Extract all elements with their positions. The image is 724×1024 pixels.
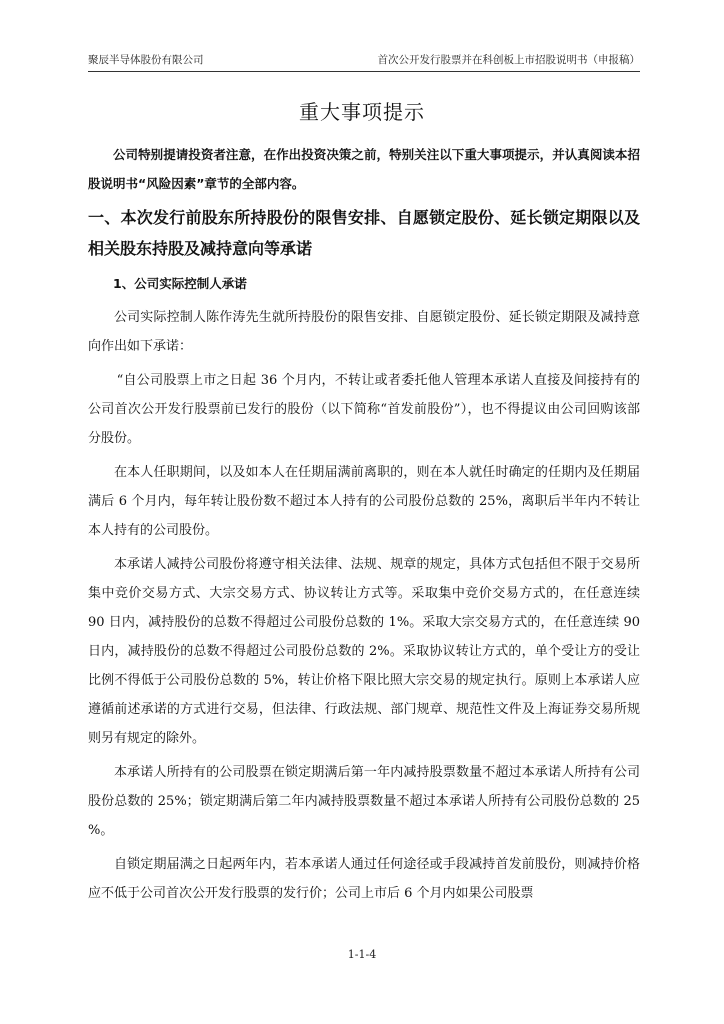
subsection-heading: 1、公司实际控制人承诺 xyxy=(113,276,247,291)
page-number: 1-1-4 xyxy=(347,948,377,961)
header-rule xyxy=(88,71,640,72)
paragraph: 在本人任职期间，以及如本人在任期届满前离职的，则在本人就任时确定的任期内及任期届满后 6 个月内，每年转让股份数不超过本人持有的公司股份总数的 25%，离职后半年内不转让本人持有的公司股份。 xyxy=(88,465,640,538)
paragraph: 本承诺人减持公司股份将遵守相关法律、法规、规章的规定，具体方式包括但不限于交易所集中竞价交易方式、大宗交易方式、协议转让方式等。采取集中竞价交易方式的，在任意连续 90 日内，减持股份的总数不得超过公司股份总数的 1%。采取大宗交易方式的，在任意连续 90 日内，减持股份的总数不得超过公司股份总数的 2%。采取协议转让方式的，单个受让方的受让比例不得低于公司股份总数的 5%，转让价格下限比照大宗交易的规定执行。原则上本承诺人应遵循前述承诺的方式进行交易，但法律、行政法规、部门规章、规范性文件及上海证券交易所规则另有规定的除外。 xyxy=(88,557,640,746)
paragraph: 本承诺人所持有的公司股票在锁定期满后第一年内减持股票数量不超过本承诺人所持有公司股份总数的 25%；锁定期满后第二年内减持股票数量不超过本承诺人所持有公司股份总数的 25 %。 xyxy=(88,765,640,838)
section-heading: 一、本次发行前股东所持股份的限售安排、自愿锁定股份、延长锁定期限以及相关股东持股及减持意向等承诺 xyxy=(88,208,640,258)
paragraph: 自锁定期届满之日起两年内，若本承诺人通过任何途径或手段减持首发前股份，则减持价格应不低于公司首次公开发行股票的发行价；公司上市后 6 个月内如果公司股票 xyxy=(88,857,640,901)
header-doc-title: 首次公开发行股票并在科创板上市招股说明书（申报稿） xyxy=(377,54,640,66)
header-company: 聚辰半导体股份有限公司 xyxy=(88,54,204,66)
paragraph: 公司实际控制人陈作涛先生就所持股份的限售安排、自愿锁定股份、延长锁定期限及减持意向作出如下承诺： xyxy=(88,310,640,354)
intro-paragraph: 公司特别提请投资者注意，在作出投资决策之前，特别关注以下重大事项提示，并认真阅读本招股说明书“风险因素”章节的全部内容。 xyxy=(88,147,640,191)
paragraph: “自公司股票上市之日起 36 个月内，不转让或者委托他人管理本承诺人直接及间接持有的公司首次公开发行股票前已发行的股份（以下简称“首发前股份”），也不得提议由公司回购该部分股份。 xyxy=(88,373,640,446)
page-title: 重大事项提示 xyxy=(299,100,425,124)
document-body xyxy=(88,140,640,908)
